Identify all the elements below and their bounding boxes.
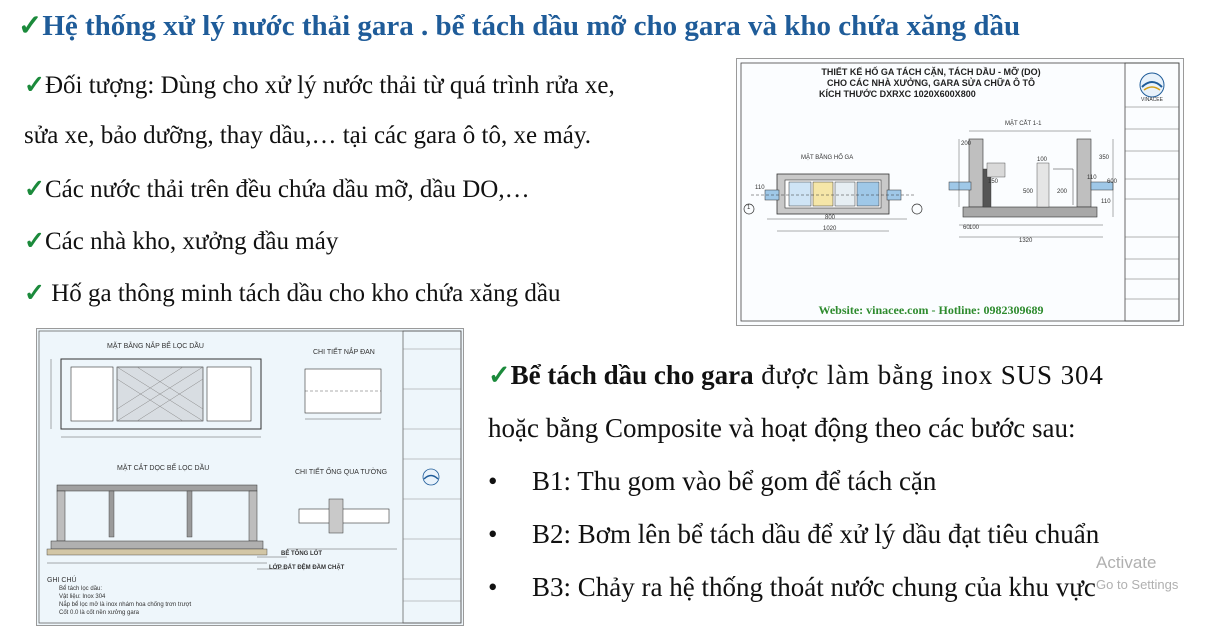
list-item: • B3: Chảy ra hệ thống thoát nước chung của khu vực: [488, 572, 1096, 602]
drawing-graphic: [37, 329, 463, 625]
list-item: ✓ Hố ga thông minh tách dầu cho kho chứa xăng dầu: [24, 280, 561, 307]
list-item: • B2: Bơm lên bể tách dầu để xử lý dầu đạt tiêu chuẩn: [488, 519, 1100, 549]
activation-watermark-sub: Go to Settings: [1096, 577, 1179, 592]
check-icon: ✓: [24, 228, 45, 255]
check-icon: ✓: [24, 72, 45, 99]
section-marker: 1: [747, 205, 751, 211]
check-icon: ✓: [18, 10, 43, 42]
list-item: • B1: Thu gom vào bể gom để tách cặn: [488, 466, 937, 496]
list-item: ✓Đối tượng: Dùng cho xử lý nước thải từ quá trình rửa xe,: [24, 72, 615, 99]
bottom-technical-drawing: MẶT BẰNG NẮP BỂ LỌC DẦU CHI TIẾT NẮP ĐAN MẶT CẮT DỌC BỂ LỌC DẦU CHI TIẾT ỐNG QUA TƯỜNG BÊ TÔNG LÓT LỚP ĐẤT ĐỆM ĐẦM CHẶT GHI CHÚ Bể tách lọc dầu: Vật liệu: Inox 304 Nắp bể lọc mở là inox nhám hoa chống trơn trượt Cốt 0.0 là cốt nền xưởng gara: [36, 328, 464, 626]
product-name: Bể tách dầu cho gara: [510, 360, 754, 390]
bullet-icon: •: [488, 572, 498, 602]
check-icon: ✓: [488, 360, 511, 390]
check-icon: ✓: [24, 176, 45, 203]
company-logo: VINACEE: [1141, 97, 1163, 103]
section-label: MẶT CẮT 1-1: [1005, 121, 1042, 127]
check-icon: ✓: [24, 280, 45, 307]
drawing-title: THIẾT KẾ HỐ GA TÁCH CẶN, TÁCH DẦU - MỠ (DO) CHO CÁC NHÀ XƯỞNG, GARA SỬA CHỮA Ô TÔ KÍCH THƯỚC DXRXC 1020X600X800: [819, 67, 1041, 99]
title-text: Hệ thống xử lý nước thải gara . bể tách dầu mỡ cho gara và kho chứa xăng dầu: [42, 10, 1021, 42]
description-line-1: ✓Bể tách dầu cho gara được làm bằng inox SUS 304: [488, 360, 1104, 390]
list-item: ✓Các nhà kho, xưởng đầu máy: [24, 228, 339, 255]
website-hotline: Website: vinacee.com - Hotline: 0982309689: [818, 303, 1044, 317]
activation-watermark: Activate: [1096, 553, 1157, 572]
bullet-icon: •: [488, 466, 498, 496]
list-item: ✓Các nước thải trên đều chứa dầu mỡ, dầu DO,…: [24, 176, 530, 203]
list-item: sửa xe, bảo dưỡng, thay dầu,… tại các gara ô tô, xe máy.: [24, 122, 591, 149]
page-title: [18, 8, 1020, 43]
plan-label: MẶT BẰNG HỐ GA: [801, 155, 854, 161]
description-line-2: hoặc bằng Composite và hoạt động theo các bước sau:: [488, 413, 1076, 443]
bullet-icon: •: [488, 519, 498, 549]
top-technical-drawing: THIẾT KẾ HỐ GA TÁCH CẶN, TÁCH DẦU - MỠ (DO) CHO CÁC NHÀ XƯỞNG, GARA SỬA CHỮA Ô TÔ KÍCH THƯỚC DXRXC 1020X600X800 MẶT CẮT 1-1 MẶT BẰNG HỐ GA 800 1020 110 150 100 500 200 1320 600 350 110 200 110 60 100 1 VINACEE Website: vinacee.com - Hotline: 0982309689: [736, 58, 1184, 326]
